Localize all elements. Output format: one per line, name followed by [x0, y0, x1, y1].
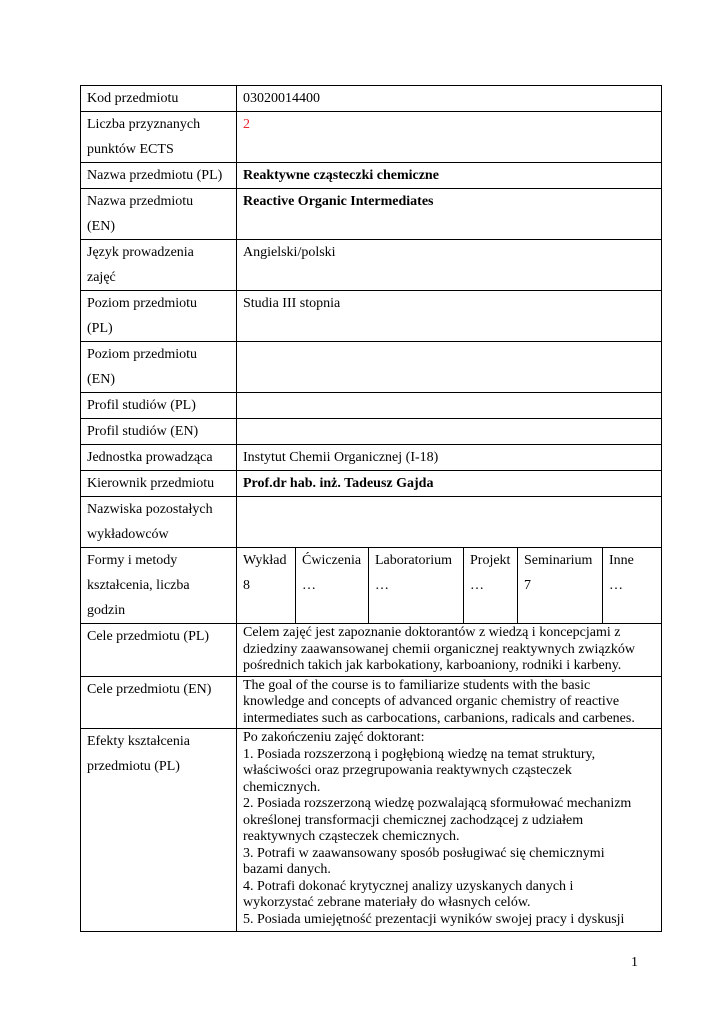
form-cell-projekt	[464, 548, 518, 624]
value-cele-pl	[237, 624, 662, 677]
form-hours-projekt: …	[470, 578, 484, 593]
form-hours-laboratorium: …	[375, 578, 389, 593]
form-hours-seminarium: 7	[524, 578, 531, 593]
label-nazwa-en	[81, 189, 237, 240]
form-name-projekt: Projekt	[470, 553, 511, 568]
efekty-line: określonej transformacji chemicznej zachodzącej z udziałem	[243, 812, 584, 828]
label-jezyk-line2: zajęć	[87, 270, 116, 285]
label-efekty-line2: przedmiotu (PL)	[87, 759, 180, 774]
row-efekty	[81, 729, 662, 932]
label-poziom-pl	[81, 291, 237, 342]
label-jezyk-line1: Język prowadzenia	[87, 245, 194, 260]
form-hours-wyklad: 8	[243, 578, 250, 593]
label-efekty	[81, 729, 237, 932]
efekty-line: Po zakończeniu zajęć doktorant:	[243, 730, 425, 745]
form-hours-inne: …	[609, 578, 623, 593]
row-cele-pl	[81, 624, 662, 677]
label-poziom-en	[81, 342, 237, 393]
row-poziom-en	[81, 342, 662, 393]
row-jezyk	[81, 240, 662, 291]
label-profil-pl: Profil studiów (PL)	[81, 393, 237, 419]
efekty-line: wykorzystać zebrane materiały do własnych celów.	[243, 895, 531, 910]
efekty-line: reaktywnych cząsteczek chemicznych.	[243, 829, 460, 844]
efekty-line: 5. Posiada umiejętność prezentacji wyników swojej pracy i dyskusji	[243, 911, 625, 927]
label-wykladowcy-line1: Nazwiska pozostałych	[87, 502, 213, 517]
value-jednostka: Instytut Chemii Organicznej (I-18)	[237, 445, 662, 471]
label-wykladowcy	[81, 497, 237, 548]
label-ects	[81, 112, 237, 163]
label-jezyk	[81, 240, 237, 291]
cele-en-line: intermediates such as carbocations, carbanions, radicals and carbenes.	[243, 710, 635, 726]
form-name-laboratorium: Laboratorium	[375, 553, 452, 568]
efekty-line: właściwości oraz przegrupowania reaktywnych cząsteczek	[243, 763, 572, 778]
cele-pl-line: dziedziny zaawansowanej chemii organicznej reaktywnych związków	[243, 641, 635, 657]
label-poziom-en-line2: (EN)	[87, 372, 115, 387]
efekty-line: 4. Potrafi dokonać krytycznej analizy uzyskanych danych i	[243, 878, 574, 894]
value-wykladowcy	[237, 497, 662, 548]
label-jednostka: Jednostka prowadząca	[81, 445, 237, 471]
label-efekty-line1: Efekty kształcenia	[87, 734, 191, 749]
label-cele-pl: Cele przedmiotu (PL)	[81, 624, 237, 677]
row-jednostka	[81, 445, 662, 471]
label-ects-line2: punktów ECTS	[87, 142, 174, 157]
value-kod: 03020014400	[237, 86, 662, 112]
row-formy	[81, 548, 662, 624]
label-cele-en: Cele przedmiotu (EN)	[81, 676, 237, 729]
course-description-table	[80, 85, 662, 932]
cele-pl-line: pośrednich takich jak karbokationy, karboaniony, rodniki i karbeny.	[243, 658, 622, 673]
row-poziom-pl	[81, 291, 662, 342]
label-nazwa-en-line1: Nazwa przedmiotu	[87, 194, 194, 209]
page-number: 1	[631, 955, 638, 970]
row-wykladowcy	[81, 497, 662, 548]
form-cell-cwiczenia	[296, 548, 369, 624]
label-ects-line1: Liczba przyznanych	[87, 117, 201, 132]
value-efekty	[237, 729, 662, 932]
row-kierownik	[81, 471, 662, 497]
value-cele-en	[237, 676, 662, 729]
value-ects: 2	[237, 112, 662, 163]
label-formy-line1: Formy i metody	[87, 553, 178, 568]
row-cele-en	[81, 676, 662, 729]
label-kod: Kod przedmiotu	[81, 86, 237, 112]
label-kierownik: Kierownik przedmiotu	[81, 471, 237, 497]
label-wykladowcy-line2: wykładowców	[87, 527, 169, 542]
form-name-wyklad: Wykład	[243, 553, 287, 568]
label-formy	[81, 548, 237, 624]
row-nazwa-pl	[81, 163, 662, 189]
value-profil-pl	[237, 393, 662, 419]
label-profil-en: Profil studiów (EN)	[81, 419, 237, 445]
label-nazwa-en-line2: (EN)	[87, 219, 115, 234]
form-cell-seminarium	[518, 548, 603, 624]
form-cell-laboratorium	[369, 548, 464, 624]
cele-en-line: knowledge and concepts of advanced organic chemistry of reactive	[243, 694, 620, 709]
form-name-cwiczenia: Ćwiczenia	[302, 553, 362, 568]
value-jezyk: Angielski/polski	[237, 240, 662, 291]
form-name-inne: Inne	[609, 553, 634, 568]
label-poziom-pl-line2: (PL)	[87, 321, 113, 336]
row-profil-pl	[81, 393, 662, 419]
form-name-seminarium: Seminarium	[524, 553, 593, 568]
cele-en-line: The goal of the course is to familiarize students with the basic	[243, 677, 591, 693]
label-poziom-pl-line1: Poziom przedmiotu	[87, 296, 198, 311]
label-nazwa-pl: Nazwa przedmiotu (PL)	[81, 163, 237, 189]
value-profil-en	[237, 419, 662, 445]
value-nazwa-en: Reactive Organic Intermediates	[237, 189, 662, 240]
label-formy-line3: godzin	[87, 603, 126, 618]
row-kod	[81, 86, 662, 112]
label-formy-line2: kształcenia, liczba	[87, 578, 190, 593]
efekty-line: 1. Posiada rozszerzoną i pogłębioną wiedzę na temat struktury,	[243, 746, 596, 762]
form-cell-inne	[603, 548, 662, 624]
value-poziom-en	[237, 342, 662, 393]
efekty-line: chemicznych.	[243, 779, 321, 795]
label-poziom-en-line1: Poziom przedmiotu	[87, 347, 198, 362]
row-profil-en	[81, 419, 662, 445]
efekty-line: 2. Posiada rozszerzoną wiedzę pozwalającą sformułować mechanizm	[243, 796, 632, 811]
value-kierownik: Prof.dr hab. inż. Tadeusz Gajda	[237, 471, 662, 497]
value-nazwa-pl: Reaktywne cząsteczki chemiczne	[237, 163, 662, 189]
efekty-line: bazami danych.	[243, 862, 331, 877]
value-poziom-pl: Studia III stopnia	[237, 291, 662, 342]
form-hours-cwiczenia: …	[302, 578, 316, 593]
efekty-line: 3. Potrafi w zaawansowany sposób posługiwać się chemicznymi	[243, 845, 605, 861]
cele-pl-line: Celem zajęć jest zapoznanie doktorantów z wiedzą i koncepcjami z	[243, 625, 621, 640]
form-cell-wyklad	[237, 548, 296, 624]
row-nazwa-en	[81, 189, 662, 240]
row-ects	[81, 112, 662, 163]
